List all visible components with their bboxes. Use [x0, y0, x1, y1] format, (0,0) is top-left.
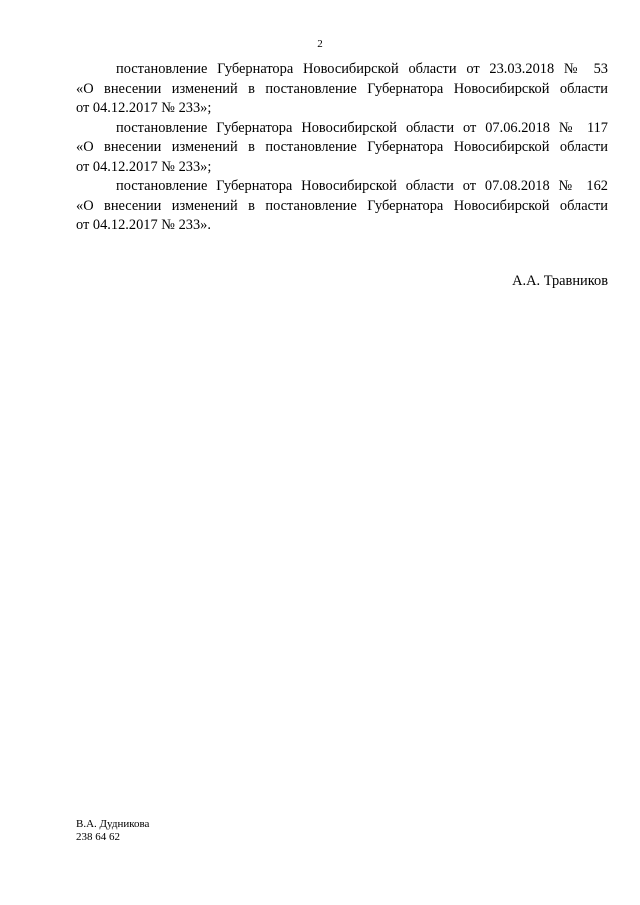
signature-block [512, 272, 608, 291]
page-number: 2 [317, 38, 323, 50]
paragraph-line: от 04.12.2017 № 233»; [76, 158, 212, 175]
paragraph-line: «О внесении изменений в постановление Губернатора Новосибирской области [76, 197, 608, 214]
paragraph-line: «О внесении изменений в постановление Губернатора Новосибирской области [76, 139, 608, 155]
executor-block [76, 818, 149, 844]
document-body [76, 60, 608, 236]
paragraph-line: постановление Губернатора Новосибирской области от 23.03.2018 № 53 [116, 61, 608, 77]
paragraph-line: постановление Губернатора Новосибирской области от 07.08.2018 № 162 [116, 178, 608, 194]
paragraph-line: постановление Губернатора Новосибирской области от 07.06.2018 № 117 [116, 119, 608, 136]
paragraph-decree-162 [76, 177, 608, 236]
paragraph-line: от 04.12.2017 № 233». [76, 217, 211, 233]
signatory-name: А.А. Травников [512, 273, 608, 289]
executor-phone: 238 64 62 [76, 831, 120, 843]
executor-name: В.А. Дудникова [76, 818, 150, 830]
paragraph-line: от 04.12.2017 № 233»; [76, 100, 212, 116]
paragraph-line: «О внесении изменений в постановление Губернатора Новосибирской области [76, 80, 608, 97]
paragraph-decree-117 [76, 119, 608, 178]
paragraph-decree-53 [76, 60, 608, 119]
